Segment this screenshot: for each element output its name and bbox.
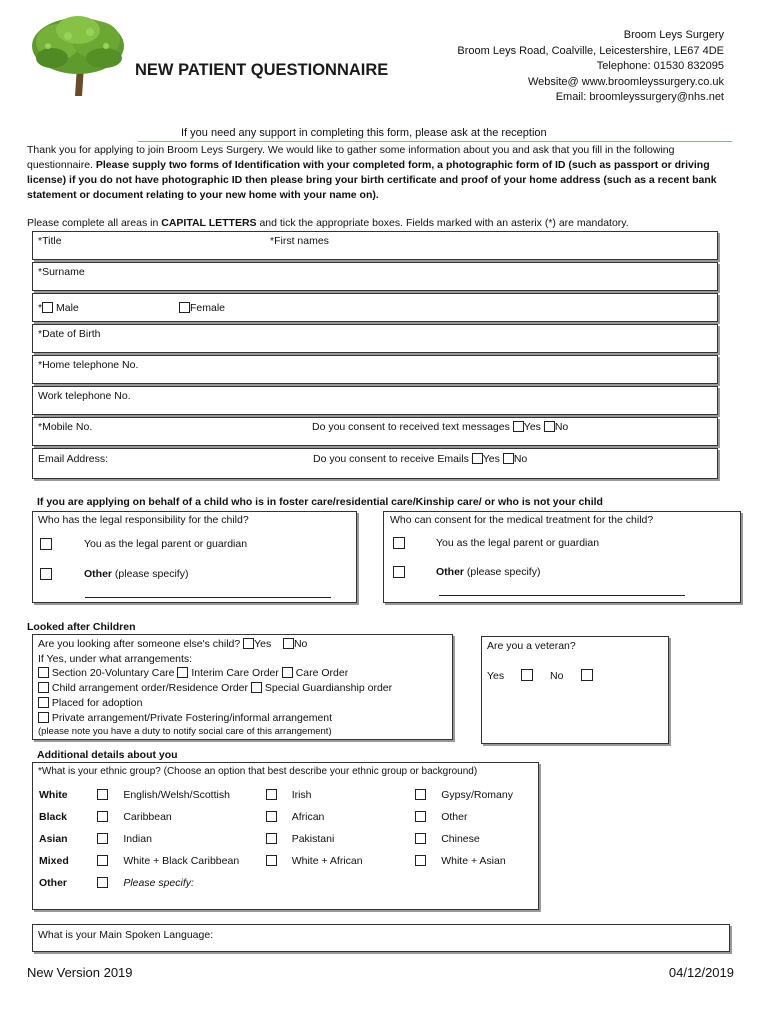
instructions-caps: CAPITAL LETTERS bbox=[161, 217, 257, 229]
ethnic-row bbox=[39, 806, 538, 828]
lac-yes-label: Yes bbox=[254, 638, 272, 650]
surname-field[interactable]: *Surname bbox=[38, 266, 85, 278]
section20-label: Section 20-Voluntary Care bbox=[51, 667, 175, 680]
special-guardianship-label: Special Guardianship order bbox=[264, 682, 393, 695]
additional-heading: Additional details about you bbox=[37, 749, 178, 761]
ethnic-option-label: Irish bbox=[291, 789, 312, 801]
special-guardianship-checkbox[interactable] bbox=[251, 682, 262, 693]
work-tel-row bbox=[32, 386, 718, 415]
consent-parent-checkbox[interactable] bbox=[393, 537, 405, 549]
ethnic-option-label: African bbox=[291, 811, 325, 823]
ethnic-option-checkbox[interactable] bbox=[266, 811, 277, 822]
email-consent-label: Do you consent to receive Emails bbox=[313, 453, 469, 465]
child-heading: If you are applying on behalf of a child who is in foster care/residential care/Kinship care/ or who is not your child bbox=[37, 496, 603, 508]
ethnic-option-label: English/Welsh/Scottish bbox=[123, 789, 230, 801]
ethnic-group-box bbox=[32, 762, 539, 910]
veteran-yes-checkbox[interactable] bbox=[521, 669, 533, 681]
legal-responsibility-question: Who has the legal responsibility for the child? bbox=[38, 514, 249, 526]
ethnic-group-label: White bbox=[39, 789, 68, 801]
lac-question: Are you looking after someone else's child? bbox=[38, 638, 241, 650]
email-consent-no-label: No bbox=[513, 453, 528, 465]
work-tel-field[interactable]: Work telephone No. bbox=[38, 390, 131, 402]
care-order-label: Care Order bbox=[295, 667, 349, 680]
ethnic-option-checkbox[interactable] bbox=[415, 833, 426, 844]
legal-parent-checkbox[interactable] bbox=[40, 538, 52, 550]
female-checkbox[interactable] bbox=[179, 302, 190, 313]
text-consent-label: Do you consent to received text messages bbox=[312, 421, 510, 433]
ethnic-option-checkbox[interactable] bbox=[266, 833, 277, 844]
ethnic-option-label: White + Black Caribbean bbox=[123, 855, 240, 867]
interim-care-checkbox[interactable] bbox=[177, 667, 188, 678]
intro-paragraph bbox=[27, 143, 735, 203]
ethnic-option-checkbox[interactable] bbox=[97, 789, 108, 800]
contact-block bbox=[457, 28, 724, 106]
home-tel-row bbox=[32, 355, 718, 384]
ethnic-option-checkbox[interactable] bbox=[415, 855, 426, 866]
sex-group bbox=[38, 302, 79, 314]
title-names-row bbox=[32, 231, 718, 260]
ethnic-group-other: Other bbox=[39, 877, 68, 889]
lac-note: (please note you have a duty to notify social care of this arrangement) bbox=[38, 726, 332, 738]
lac-box bbox=[32, 634, 453, 740]
text-consent-no-label: No bbox=[554, 421, 569, 433]
email-field[interactable]: Email Address: bbox=[38, 453, 109, 465]
email-consent-no-checkbox[interactable] bbox=[503, 453, 514, 464]
surname-row bbox=[32, 262, 718, 291]
ethnic-option-checkbox[interactable] bbox=[415, 789, 426, 800]
ethnic-option-checkbox[interactable] bbox=[97, 833, 108, 844]
ethnic-option-label: Pakistani bbox=[291, 833, 335, 845]
lac-arrangements-question: If Yes, under what arrangements: bbox=[38, 652, 193, 665]
consent-other-label: Other bbox=[436, 566, 465, 578]
email-consent-yes-label: Yes bbox=[482, 453, 500, 465]
section20-checkbox[interactable] bbox=[38, 667, 49, 678]
ethnic-row bbox=[39, 828, 538, 850]
support-underline bbox=[138, 141, 732, 142]
ethnic-option-label: Caribbean bbox=[123, 811, 172, 823]
dob-field[interactable]: *Date of Birth bbox=[38, 328, 101, 340]
care-order-checkbox[interactable] bbox=[282, 667, 293, 678]
legal-other-specify-line[interactable] bbox=[85, 597, 331, 598]
ethnic-option-label: Chinese bbox=[441, 833, 480, 845]
page-title: NEW PATIENT QUESTIONNAIRE bbox=[135, 61, 389, 79]
consent-other-specify-line[interactable] bbox=[439, 595, 685, 596]
text-consent-yes-checkbox[interactable] bbox=[513, 421, 524, 432]
adoption-checkbox[interactable] bbox=[38, 697, 49, 708]
ethnic-group-label: Black bbox=[39, 811, 68, 823]
veteran-question: Are you a veteran? bbox=[487, 640, 576, 652]
ethnic-group-label: Asian bbox=[39, 833, 68, 845]
ethnic-option-checkbox[interactable] bbox=[266, 789, 277, 800]
legal-other-label: Other bbox=[84, 568, 113, 580]
tree-logo bbox=[28, 14, 128, 96]
footer-date: 04/12/2019 bbox=[668, 965, 734, 980]
legal-responsibility-box bbox=[32, 511, 357, 603]
male-label: Male bbox=[56, 302, 79, 314]
sex-row bbox=[32, 293, 718, 322]
ethnic-option-label: Gypsy/Romany bbox=[441, 789, 513, 801]
female-label: Female bbox=[190, 302, 226, 314]
veteran-yes-label: Yes bbox=[487, 670, 505, 682]
veteran-no-checkbox[interactable] bbox=[581, 669, 593, 681]
please-specify-label[interactable]: Please specify: bbox=[123, 877, 194, 889]
ethnic-question-note: (Choose an option that best describe your ethnic group or background) bbox=[160, 766, 478, 777]
interim-care-label: Interim Care Order bbox=[191, 667, 279, 680]
ethnic-table bbox=[39, 784, 538, 894]
email-row bbox=[32, 448, 718, 479]
private-arrangement-checkbox[interactable] bbox=[38, 712, 49, 723]
child-arrangement-label: Child arrangement order/Residence Order bbox=[51, 682, 249, 695]
medical-consent-box bbox=[383, 511, 741, 603]
lac-heading: Looked after Children bbox=[27, 621, 136, 633]
mobile-row bbox=[32, 417, 718, 446]
ethnic-row bbox=[39, 850, 538, 872]
org-name: Broom Leys Surgery bbox=[623, 29, 724, 41]
org-website: Website@ www.broomleyssurgery.co.uk bbox=[528, 75, 724, 88]
lac-no-label: No bbox=[293, 638, 308, 650]
consent-other-checkbox[interactable] bbox=[393, 566, 405, 578]
text-consent-no-checkbox[interactable] bbox=[544, 421, 555, 432]
ethnic-option-checkbox[interactable] bbox=[415, 811, 426, 822]
instructions-a: Please complete all areas in bbox=[27, 217, 162, 229]
adoption-label: Placed for adoption bbox=[51, 696, 143, 709]
ethnic-option-label: White + Asian bbox=[441, 855, 506, 867]
ethnic-other-checkbox[interactable] bbox=[97, 877, 108, 888]
ethnic-row bbox=[39, 784, 538, 806]
text-consent-yes-label: Yes bbox=[523, 421, 541, 433]
ethnic-group-label: Mixed bbox=[39, 855, 69, 867]
mobile-field[interactable]: *Mobile No. bbox=[38, 421, 93, 433]
private-arrangement-label: Private arrangement/Private Fostering/informal arrangement bbox=[51, 711, 333, 724]
veteran-no-label: No bbox=[550, 670, 564, 682]
legal-other-checkbox[interactable] bbox=[40, 568, 52, 580]
ethnic-option-label: Indian bbox=[123, 833, 152, 845]
male-checkbox[interactable] bbox=[42, 302, 53, 313]
ethnic-row-other bbox=[39, 872, 538, 894]
ethnic-question: *What is your ethnic group? bbox=[38, 766, 161, 777]
veteran-box bbox=[481, 636, 669, 744]
org-email: Email: broomleyssurgery@nhs.net bbox=[555, 91, 724, 103]
child-arrangement-checkbox[interactable] bbox=[38, 682, 49, 693]
instructions-c: and tick the appropriate boxes. Fields marked with an asterix (*) are mandatory. bbox=[256, 217, 629, 229]
ethnic-option-label: Other bbox=[441, 811, 468, 823]
medical-consent-question: Who can consent for the medical treatment for the child? bbox=[390, 514, 654, 526]
first-names-field[interactable]: *First names bbox=[270, 235, 329, 247]
language-field[interactable]: What is your Main Spoken Language: bbox=[38, 929, 214, 941]
intro-text: Thank you for applying to join Broom Leys Surgery. We would like to gather some information about you and ask that you fill in the following questionnaire. bbox=[27, 144, 675, 171]
email-consent-yes-checkbox[interactable] bbox=[472, 453, 483, 464]
ethnic-option-checkbox[interactable] bbox=[97, 855, 108, 866]
sex-asterisk: * bbox=[38, 302, 43, 314]
support-note: If you need any support in completing this form, please ask at the reception bbox=[181, 127, 547, 139]
dob-row bbox=[32, 324, 718, 353]
consent-other-note: (please specify) bbox=[464, 566, 541, 578]
title-field[interactable]: *Title bbox=[38, 235, 62, 247]
lac-no-checkbox[interactable] bbox=[283, 638, 294, 649]
language-row bbox=[32, 924, 730, 952]
instructions bbox=[27, 217, 629, 229]
consent-parent-label: You as the legal parent or guardian bbox=[436, 537, 600, 549]
org-telephone: Telephone: 01530 832095 bbox=[596, 60, 724, 72]
org-address: Broom Leys Road, Coalville, Leicestershire, LE67 4DE bbox=[457, 44, 724, 57]
legal-parent-label: You as the legal parent or guardian bbox=[84, 538, 248, 550]
intro-id-requirements: Please supply two forms of Identification with your completed form, a photographic form of ID (such as passport or driving license) if you do not have photographic ID then please bring your birth certificate and proof of your home address (such as a recent bank statement or document relating to your new home with your name on). bbox=[27, 159, 717, 201]
ethnic-option-checkbox[interactable] bbox=[97, 811, 108, 822]
footer-version: New Version 2019 bbox=[27, 965, 133, 980]
lac-yes-checkbox[interactable] bbox=[243, 638, 254, 649]
ethnic-option-label: White + African bbox=[291, 855, 363, 867]
ethnic-option-checkbox[interactable] bbox=[266, 855, 277, 866]
legal-other-note: (please specify) bbox=[112, 568, 189, 580]
home-tel-field[interactable]: *Home telephone No. bbox=[38, 359, 139, 371]
